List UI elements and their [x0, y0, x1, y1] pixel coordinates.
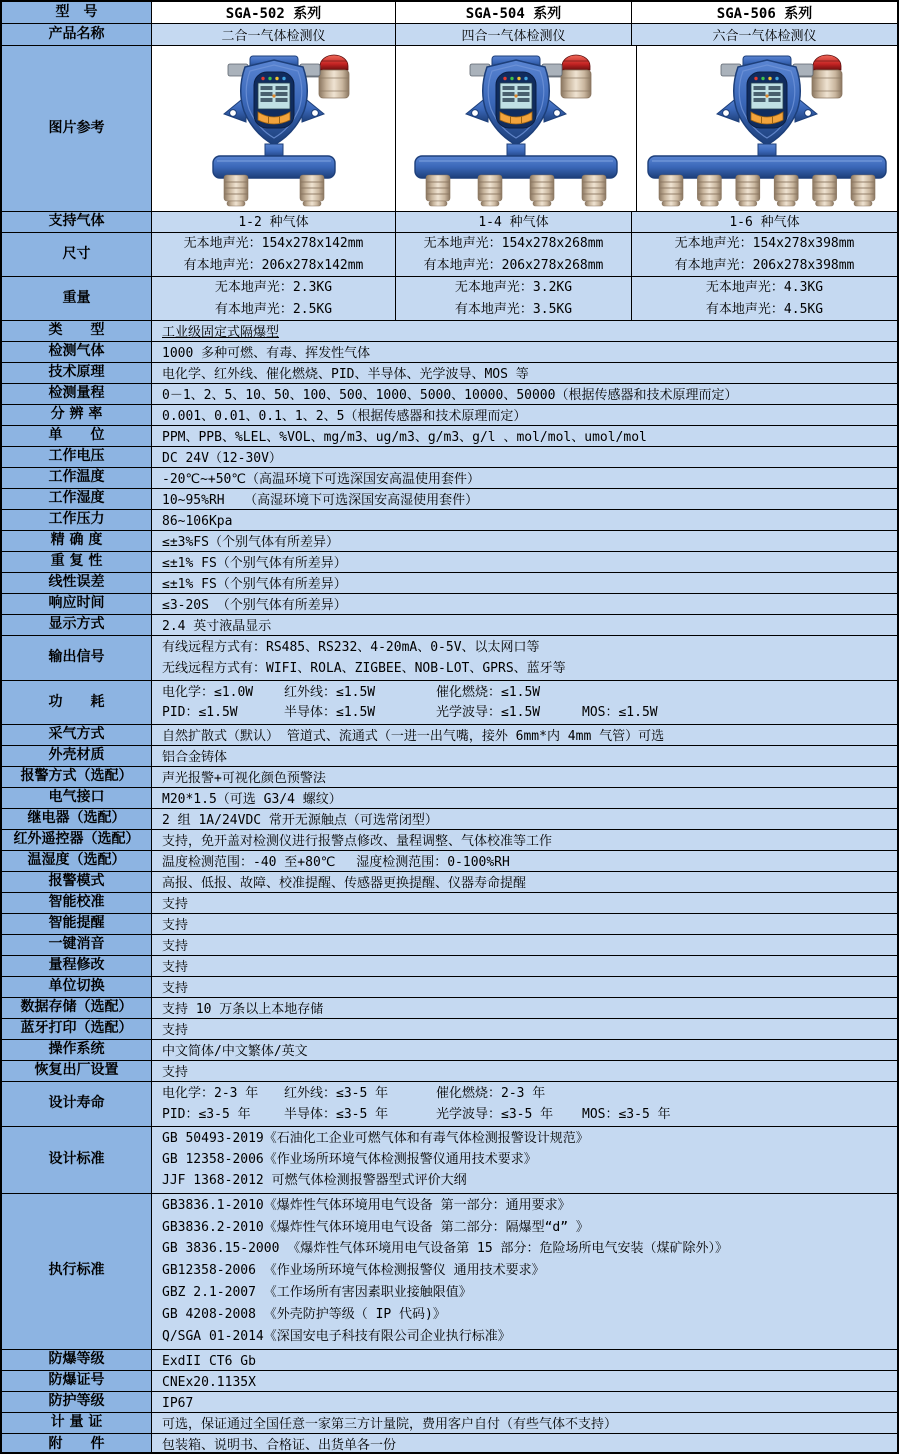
- table-row: [2, 872, 897, 893]
- row-label: 工作湿度: [2, 489, 152, 509]
- row-label: 检测气体: [2, 342, 152, 362]
- row-label: 防护等级: [2, 1392, 152, 1412]
- row-label: 单位切换: [2, 977, 152, 997]
- spec-value-cell: DC 24V（12-30V）: [152, 447, 897, 467]
- table-row: [2, 935, 897, 956]
- gas-detector-2-sensor-icon: [154, 48, 394, 210]
- row-label: 继电器（选配）: [2, 809, 152, 829]
- table-row: [2, 977, 897, 998]
- product-image: [152, 46, 396, 211]
- table-row: [2, 342, 897, 363]
- table-row: [2, 1194, 897, 1350]
- product-image: [396, 46, 637, 211]
- spec-value-cell: 包装箱、说明书、合格证、出货单各一份: [152, 1434, 897, 1454]
- spec-value-cell: 有线远程方式有：RS485、RS232、4-20mA、0-5V、以太网口等 无线远程方式有：WIFI、ROLA、ZIGBEE、NOB-LOT、GPRS、蓝牙等: [152, 636, 897, 680]
- row-label: 功 耗: [2, 681, 152, 725]
- table-row: [2, 725, 897, 746]
- table-row: [2, 914, 897, 935]
- row-label: 外壳材质: [2, 746, 152, 766]
- spec-value-cell: M20*1.5（可选 G3/4 螺纹）: [152, 788, 897, 808]
- spec-value-cell: 0－1、2、5、10、50、100、500、1000、5000、10000、50000（根据传感器和技术原理而定）: [152, 384, 897, 404]
- table-row: [2, 1019, 897, 1040]
- table-row: [2, 426, 897, 447]
- spec-value-cell: ExdII CT6 Gb: [152, 1350, 897, 1370]
- row-label: 尺寸: [2, 233, 152, 276]
- spec-value-cell: 支持: [152, 893, 897, 913]
- spec-value-cell: 2.4 英寸液晶显示: [152, 615, 897, 635]
- model-cell: SGA-506 系列: [632, 2, 897, 23]
- row-label: 量程修改: [2, 956, 152, 976]
- spec-value-cell: PPM、PPB、%LEL、%VOL、mg/m3、ug/m3、g/m3、g/l 、mol/mol、umol/mol: [152, 426, 897, 446]
- row-label: 报警方式（选配）: [2, 767, 152, 787]
- spec-value-cell: 温度检测范围：-40 至+80℃ 湿度检测范围：0-100%RH: [152, 851, 897, 871]
- comparison-value-cell: 无本地声光：154x278x142mm 有本地声光：206x278x142mm: [152, 233, 396, 276]
- row-label: 设计标准: [2, 1127, 152, 1193]
- spec-value-cell: GB3836.1-2010《爆炸性气体环境用电气设备 第一部分：通用要求》 GB3836.2-2010《爆炸性气体环境用电气设备 第二部分：隔爆型“d” 》 GB 3836.15-2000 《爆炸性气体环境用电气设备第 15 部分：危险场所电气安装（煤矿除外）》 GB12358-2006 《作业场所环境气体检测报警仪 通用技术要求》 GBZ 2.1-2007 《工作场所有害因素职业接触限值》 GB 4208-2008 《外壳防护等级（ IP 代码)》 Q/SGA 01-2014《深国安电子科技有限公司企业执行标准》: [152, 1194, 897, 1349]
- comparison-value-cell: 无本地声光：154x278x268mm 有本地声光：206x278x268mm: [396, 233, 632, 276]
- header-row-model: [2, 2, 897, 24]
- table-row: [2, 1082, 897, 1127]
- row-label: 报警模式: [2, 872, 152, 892]
- table-row: [2, 447, 897, 468]
- row-label: 重 复 性: [2, 552, 152, 572]
- product-name-cell: 六合一气体检测仪: [632, 24, 897, 45]
- row-label: 支持气体: [2, 212, 152, 232]
- spec-value-cell: 自然扩散式（默认） 管道式、流通式（一进一出气嘴，接外 6mm*内 4mm 气管）可选: [152, 725, 897, 745]
- row-label: 显示方式: [2, 615, 152, 635]
- comparison-value-cell: 无本地声光：4.3KG 有本地声光：4.5KG: [632, 277, 897, 320]
- row-label: 工作电压: [2, 447, 152, 467]
- row-label: 温湿度（选配）: [2, 851, 152, 871]
- image-row-label: 图片参考: [2, 46, 152, 211]
- product-image: [637, 46, 897, 211]
- spec-value-cell: 支持 10 万条以上本地存储: [152, 998, 897, 1018]
- row-label: 重量: [2, 277, 152, 320]
- spec-value-cell: 声光报警+可视化颜色预警法: [152, 767, 897, 787]
- table-row: [2, 830, 897, 851]
- row-label: 类 型: [2, 321, 152, 341]
- spec-value-cell: 支持: [152, 956, 897, 976]
- spec-value-cell: 高报、低报、故障、校准提醒、传感器更换提醒、仪器寿命提醒: [152, 872, 897, 892]
- table-row: [2, 1434, 897, 1454]
- row-label: 执行标准: [2, 1194, 152, 1349]
- table-row: [2, 1040, 897, 1061]
- spec-value-cell: ≤3-20S （个别气体有所差异）: [152, 594, 897, 614]
- table-row: [2, 531, 897, 552]
- comparison-value-cell: 1-6 种气体: [632, 212, 897, 232]
- table-row: [2, 363, 897, 384]
- table-row: [2, 746, 897, 767]
- row-label: 技术原理: [2, 363, 152, 383]
- spec-value-cell: 电化学：2-3 年 红外线：≤3-5 年 催化燃烧：2-3 年 PID：≤3-5 年 半导体：≤3-5 年 光学波导：≤3-5 年 MOS：≤3-5 年: [152, 1082, 897, 1126]
- table-row: [2, 212, 897, 233]
- model-row-label: 型 号: [2, 2, 152, 23]
- table-row: [2, 573, 897, 594]
- row-label: 操作系统: [2, 1040, 152, 1060]
- row-label: 数据存储（选配）: [2, 998, 152, 1018]
- product-name-cell: 二合一气体检测仪: [152, 24, 396, 45]
- spec-value-cell: 铝合金铸体: [152, 746, 897, 766]
- spec-value-cell: 10~95%RH （高湿环境下可选深国安高湿使用套件）: [152, 489, 897, 509]
- row-label: 一键消音: [2, 935, 152, 955]
- row-label: 智能提醒: [2, 914, 152, 934]
- row-label: 智能校准: [2, 893, 152, 913]
- product-name-cell: 四合一气体检测仪: [396, 24, 632, 45]
- table-row: [2, 1127, 897, 1194]
- table-row: [2, 384, 897, 405]
- table-row: [2, 1392, 897, 1413]
- spec-value-cell: 支持，免开盖对检测仪进行报警点修改、量程调整、气体校准等工作: [152, 830, 897, 850]
- table-row: [2, 851, 897, 872]
- comparison-value-cell: 1-2 种气体: [152, 212, 396, 232]
- table-row: [2, 1413, 897, 1434]
- spec-value-cell: IP67: [152, 1392, 897, 1412]
- comparison-value-cell: 无本地声光：154x278x398mm 有本地声光：206x278x398mm: [632, 233, 897, 276]
- table-row: [2, 321, 897, 342]
- spec-value-cell: 0.001、0.01、0.1、1、2、5（根据传感器和技术原理而定）: [152, 405, 897, 425]
- row-label: 防爆证号: [2, 1371, 152, 1391]
- spec-value-cell: ≤±3%FS（个别气体有所差异）: [152, 531, 897, 551]
- comparison-value-cell: 1-4 种气体: [396, 212, 632, 232]
- table-row: [2, 405, 897, 426]
- spec-value-cell: 支持: [152, 935, 897, 955]
- row-label: 蓝牙打印（选配）: [2, 1019, 152, 1039]
- table-row: [2, 468, 897, 489]
- spec-value-cell: 工业级固定式隔爆型: [152, 321, 897, 341]
- row-label: 电气接口: [2, 788, 152, 808]
- row-label: 精 确 度: [2, 531, 152, 551]
- spec-value-cell: GB 50493-2019《石油化工企业可燃气体和有毒气体检测报警设计规范》 GB 12358-2006《作业场所环境气体检测报警仪通用技术要求》 JJF 1368-2012 可燃气体检测报警器型式评价大纲: [152, 1127, 897, 1193]
- table-row: [2, 552, 897, 573]
- table-row: [2, 788, 897, 809]
- table-row: [2, 998, 897, 1019]
- spec-value-cell: 支持: [152, 977, 897, 997]
- table-row: [2, 681, 897, 726]
- table-row: [2, 1061, 897, 1082]
- table-row: [2, 277, 897, 321]
- table-row: [2, 893, 897, 914]
- spec-value-cell: 电化学、红外线、催化燃烧、PID、半导体、光学波导、MOS 等: [152, 363, 897, 383]
- spec-value-cell: 可选，保证通过全国任意一家第三方计量院，费用客户自付（有些气体不支持）: [152, 1413, 897, 1433]
- table-row: [2, 510, 897, 531]
- row-label: 分 辨 率: [2, 405, 152, 425]
- image-row: [2, 46, 897, 212]
- table-row: [2, 1350, 897, 1371]
- row-label: 输出信号: [2, 636, 152, 680]
- spec-value-cell: 电化学：≤1.0W 红外线：≤1.5W 催化燃烧：≤1.5W PID：≤1.5W 半导体：≤1.5W 光学波导：≤1.5W MOS：≤1.5W: [152, 681, 897, 725]
- row-label: 设计寿命: [2, 1082, 152, 1126]
- comparison-value-cell: 无本地声光：3.2KG 有本地声光：3.5KG: [396, 277, 632, 320]
- spec-value-cell: -20℃~+50℃（高温环境下可选深国安高温使用套件）: [152, 468, 897, 488]
- table-row: [2, 809, 897, 830]
- table-row: [2, 767, 897, 788]
- row-label: 检测量程: [2, 384, 152, 404]
- table-row: [2, 489, 897, 510]
- comparison-value-cell: 无本地声光：2.3KG 有本地声光：2.5KG: [152, 277, 396, 320]
- table-row: [2, 594, 897, 615]
- row-label: 工作温度: [2, 468, 152, 488]
- row-label: 计 量 证: [2, 1413, 152, 1433]
- row-label: 响应时间: [2, 594, 152, 614]
- spec-value-cell: 86~106Kpa: [152, 510, 897, 530]
- table-row: [2, 615, 897, 636]
- row-label: 附 件: [2, 1434, 152, 1454]
- spec-value-cell: CNEx20.1135X: [152, 1371, 897, 1391]
- table-row: [2, 1371, 897, 1392]
- row-label: 防爆等级: [2, 1350, 152, 1370]
- row-label: 线性误差: [2, 573, 152, 593]
- spec-value-cell: 支持: [152, 1061, 897, 1081]
- spec-value-cell: ≤±1% FS（个别气体有所差异）: [152, 552, 897, 572]
- spec-value-cell: 支持: [152, 914, 897, 934]
- gas-detector-4-sensor-icon: [396, 48, 636, 210]
- product-row-label: 产品名称: [2, 24, 152, 45]
- header-row-product: [2, 24, 897, 46]
- model-cell: SGA-504 系列: [396, 2, 632, 23]
- model-cell: SGA-502 系列: [152, 2, 396, 23]
- spec-value-cell: ≤±1% FS（个别气体有所差异）: [152, 573, 897, 593]
- row-label: 工作压力: [2, 510, 152, 530]
- spec-value-cell: 支持: [152, 1019, 897, 1039]
- row-label: 单 位: [2, 426, 152, 446]
- table-row: [2, 233, 897, 277]
- row-label: 采气方式: [2, 725, 152, 745]
- spec-value-cell: 2 组 1A/24VDC 常开无源触点（可选常闭型）: [152, 809, 897, 829]
- gas-detector-6-sensor-icon: [647, 48, 887, 210]
- row-label: 恢复出厂设置: [2, 1061, 152, 1081]
- spec-value-cell: 中文简体/中文繁体/英文: [152, 1040, 897, 1060]
- table-row: [2, 636, 897, 681]
- row-label: 红外遥控器（选配）: [2, 830, 152, 850]
- spec-value-cell: 1000 多种可燃、有毒、挥发性气体: [152, 342, 897, 362]
- table-row: [2, 956, 897, 977]
